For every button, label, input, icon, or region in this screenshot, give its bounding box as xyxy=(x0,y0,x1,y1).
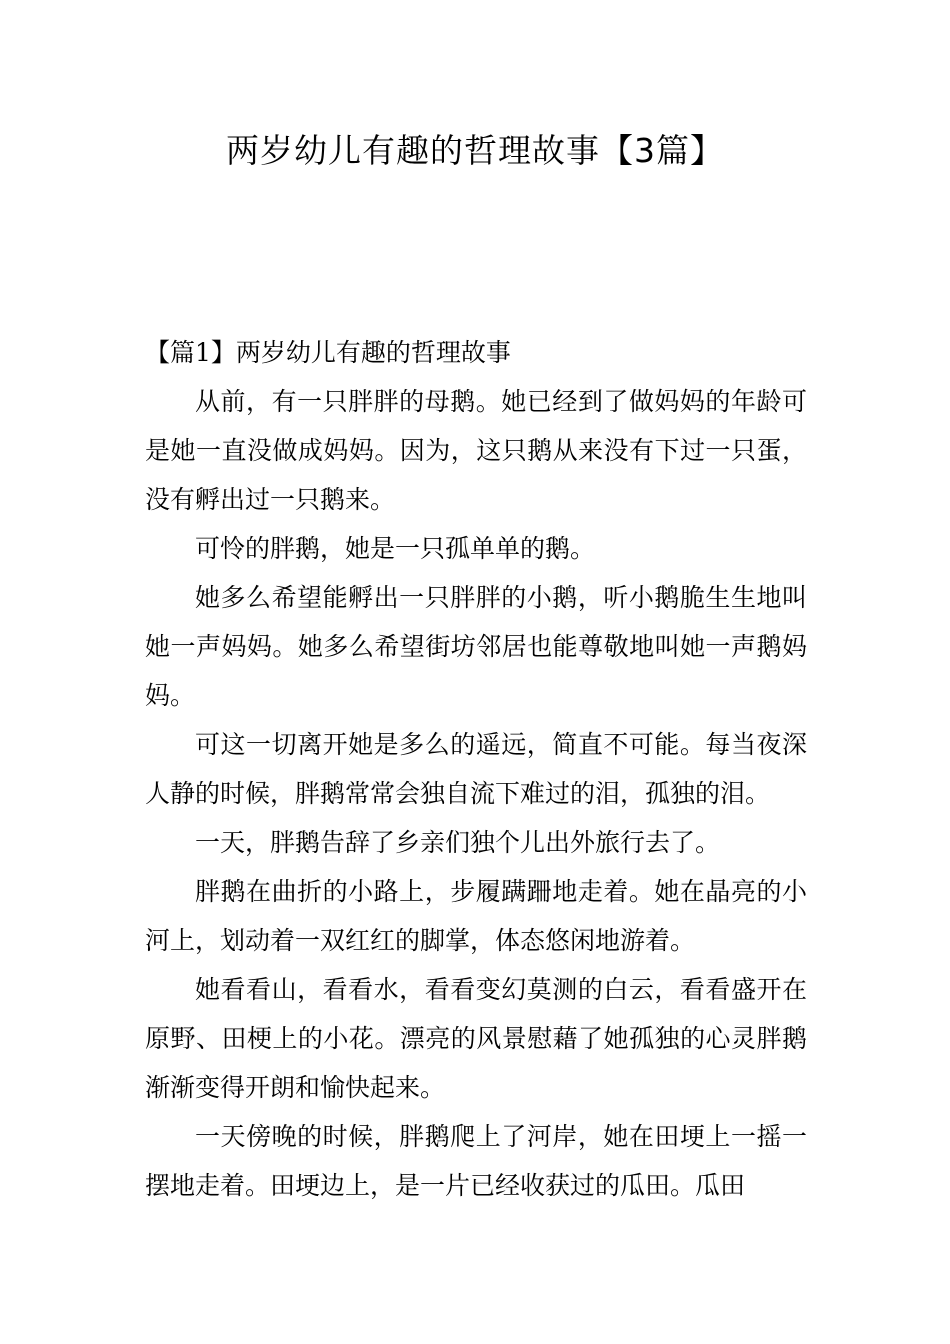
paragraph: 她看看山，看看水，看看变幻莫测的白云，看看盛开在原野、田梗上的小花。漂亮的风景慰藉了她孤独的心灵胖鹅渐渐变得开朗和愉快起来。 xyxy=(145,975,807,1102)
paragraph: 从前，有一只胖胖的母鹅。她已经到了做妈妈的年龄可是她一直没做成妈妈。因为，这只鹅从来没有下过一只蛋，没有孵出过一只鹅来。 xyxy=(145,387,807,514)
paragraph: 可怜的胖鹅，她是一只孤单单的鹅。 xyxy=(195,534,596,563)
paragraph: 可这一切离开她是多么的遥远，简直不可能。每当夜深人静的时候，胖鹅常常会独自流下难过的泪，孤独的泪。 xyxy=(145,730,807,808)
paragraph: 胖鹅在曲折的小路上，步履蹒跚地走着。她在晶亮的小河上，划动着一双红红的脚掌，体态悠闲地游着。 xyxy=(145,877,807,955)
section-heading: 【篇1】两岁幼儿有趣的哲理故事 xyxy=(145,338,511,367)
document-title: 两岁幼儿有趣的哲理故事【3篇】 xyxy=(226,131,724,170)
paragraph: 一天傍晚的时候，胖鹅爬上了河岸，她在田埂上一摇一摆地走着。田埂边上，是一片已经收获过的瓜田。瓜田 xyxy=(145,1122,807,1200)
paragraph: 她多么希望能孵出一只胖胖的小鹅，听小鹅脆生生地叫她一声妈妈。她多么希望街坊邻居也能尊敬地叫她一声鹅妈妈。 xyxy=(145,583,807,710)
document-body xyxy=(145,328,807,1210)
paragraph: 一天，胖鹅告辞了乡亲们独个儿出外旅行去了。 xyxy=(195,828,721,857)
